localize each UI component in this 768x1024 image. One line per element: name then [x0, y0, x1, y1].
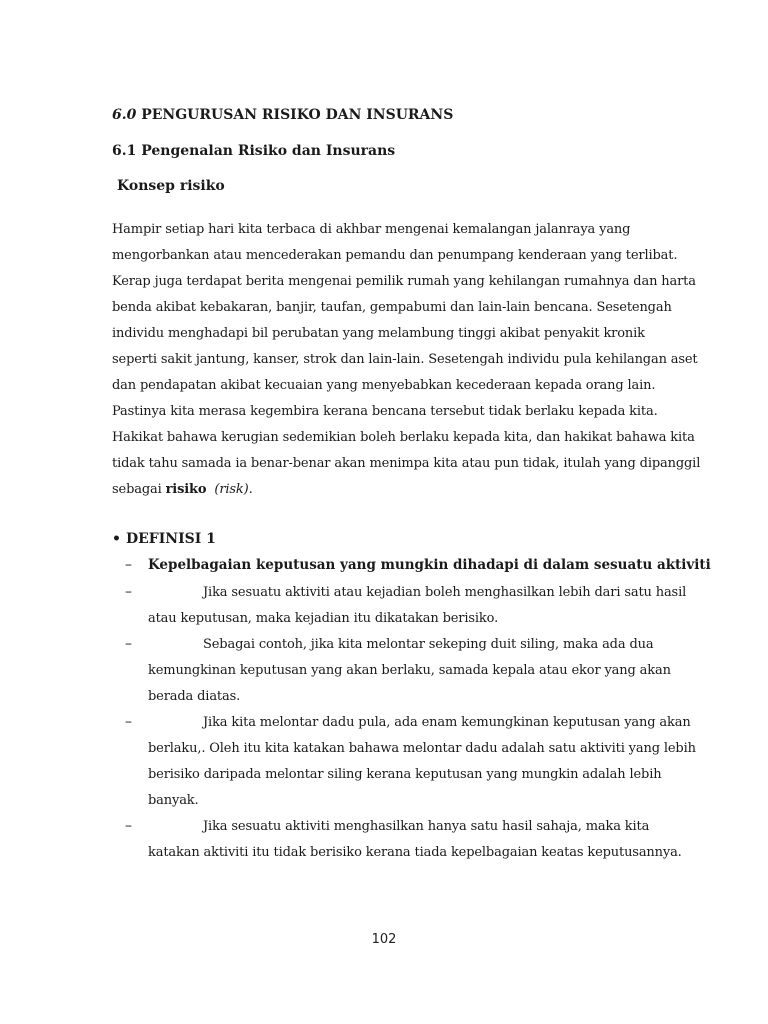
- paragraph-last-line: [112, 482, 253, 497]
- section-heading: [112, 107, 453, 123]
- definition-title: DEFINISI 1: [126, 531, 216, 547]
- paragraph-line: individu menghadapi bil perubatan yang melambung tinggi akibat penyakit kronik: [112, 326, 645, 341]
- list-item-line: banyak.: [148, 793, 199, 808]
- section-title: PENGURUSAN RISIKO DAN INSURANS: [141, 107, 454, 123]
- paragraph-line: Kerap juga terdapat berita mengenai pemilik rumah yang kehilangan rumahnya dan harta: [112, 274, 696, 289]
- paragraph-line: dan pendapatan akibat kecuaian yang menyebabkan kecederaan kepada orang lain.: [112, 378, 656, 393]
- paragraph-line: Pastinya kita merasa kegembira kerana bencana tersebut tidak berlaku kepada kita.: [112, 404, 658, 419]
- dash-icon: –: [125, 818, 132, 834]
- paragraph-line: Hampir setiap hari kita terbaca di akhbar mengenai kemalangan jalanraya yang: [112, 222, 631, 237]
- list-item-line: berada diatas.: [148, 689, 241, 704]
- list-item-first-line: Jika sesuatu aktiviti menghasilkan hanya satu hasil sahaja, maka kita: [203, 819, 650, 834]
- list-item-line: berlaku,. Oleh itu kita katakan bahawa melontar dadu adalah satu aktiviti yang lebih: [148, 741, 696, 756]
- bullet-icon: •: [112, 531, 121, 547]
- risk-term-english: (risk).: [214, 482, 253, 497]
- paragraph-text: sebagai: [112, 482, 166, 497]
- concept-heading: Konsep risiko: [117, 178, 225, 194]
- paragraph-line: Hakikat bahawa kerugian sedemikian boleh berlaku kepada kita, dan hakikat bahawa kita: [112, 430, 695, 445]
- list-item-line: atau keputusan, maka kejadian itu dikatakan berisiko.: [148, 611, 499, 626]
- page-number: 102: [371, 932, 397, 947]
- paragraph-line: benda akibat kebakaran, banjir, taufan, gempabumi dan lain-lain bencana. Sesetengah: [112, 300, 672, 315]
- dash-icon: –: [125, 557, 132, 573]
- paragraph-line: seperti sakit jantung, kanser, strok dan lain-lain. Sesetengah individu pula kehilangan aset: [112, 352, 698, 367]
- section-number: 6.0: [112, 107, 137, 123]
- paragraph-line: mengorbankan atau mencederakan pemandu dan penumpang kenderaan yang terlibat.: [112, 248, 678, 263]
- paragraph-line: tidak tahu samada ia benar-benar akan menimpa kita atau pun tidak, itulah yang dipanggil: [112, 456, 701, 471]
- list-item-first-line: Sebagai contoh, jika kita melontar sekeping duit siling, maka ada dua: [203, 637, 654, 652]
- dash-icon: –: [125, 584, 132, 600]
- risk-term: risiko: [165, 482, 207, 497]
- list-item-first-line: Jika kita melontar dadu pula, ada enam kemungkinan keputusan yang akan: [203, 715, 691, 730]
- dash-icon: –: [125, 714, 132, 730]
- definition-statement: Kepelbagaian keputusan yang mungkin dihadapi di dalam sesuatu aktiviti: [148, 557, 711, 573]
- list-item-first-line: Jika sesuatu aktiviti atau kejadian boleh menghasilkan lebih dari satu hasil: [203, 585, 687, 600]
- list-item-line: kemungkinan keputusan yang akan berlaku, samada kepala atau ekor yang akan: [148, 663, 671, 678]
- list-item-line: berisiko daripada melontar siling kerana keputusan yang mungkin adalah lebih: [148, 767, 662, 782]
- dash-icon: –: [125, 636, 132, 652]
- list-item-line: katakan aktiviti itu tidak berisiko kerana tiada kepelbagaian keatas keputusannya.: [148, 845, 682, 860]
- subsection-heading: 6.1 Pengenalan Risiko dan Insurans: [112, 143, 396, 159]
